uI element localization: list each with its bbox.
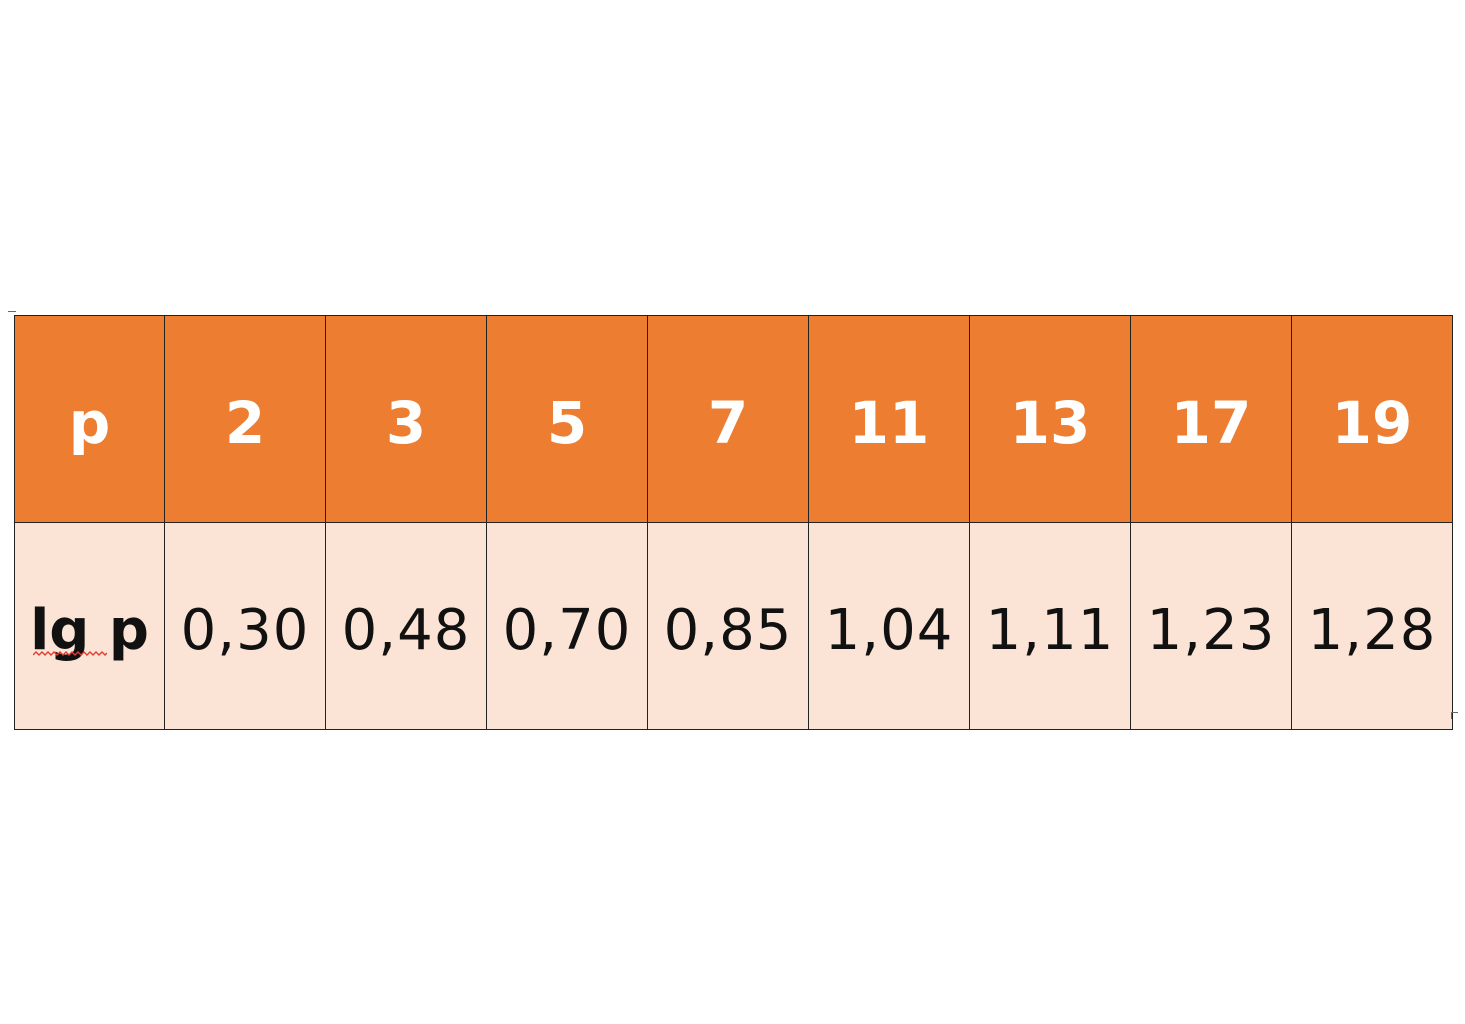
header-cell: 5 (487, 316, 648, 523)
value-cell: 0,48 (326, 523, 487, 730)
prime-logarithm-table (14, 315, 1450, 711)
header-cell: 7 (648, 316, 809, 523)
header-cell: 3 (326, 316, 487, 523)
value-cell: 0,30 (165, 523, 326, 730)
table-value-row (15, 523, 1453, 730)
value-cell: 0,85 (648, 523, 809, 730)
header-cell: 11 (809, 316, 970, 523)
header-cell: 19 (1292, 316, 1453, 523)
row-label-cell (15, 523, 165, 730)
spellcheck-underline (33, 651, 107, 657)
header-cell: 13 (970, 316, 1131, 523)
header-cell: 2 (165, 316, 326, 523)
value-cell: 1,04 (809, 523, 970, 730)
value-cell: 0,70 (487, 523, 648, 730)
value-cell: 1,11 (970, 523, 1131, 730)
value-cell: 1,28 (1292, 523, 1453, 730)
header-cell: 17 (1131, 316, 1292, 523)
table-header-row (15, 316, 1453, 523)
table-resize-mark (1451, 712, 1458, 719)
row-label-text: lg p (30, 597, 149, 663)
table (14, 315, 1453, 730)
header-label-cell: p (15, 316, 165, 523)
value-cell: 1,23 (1131, 523, 1292, 730)
